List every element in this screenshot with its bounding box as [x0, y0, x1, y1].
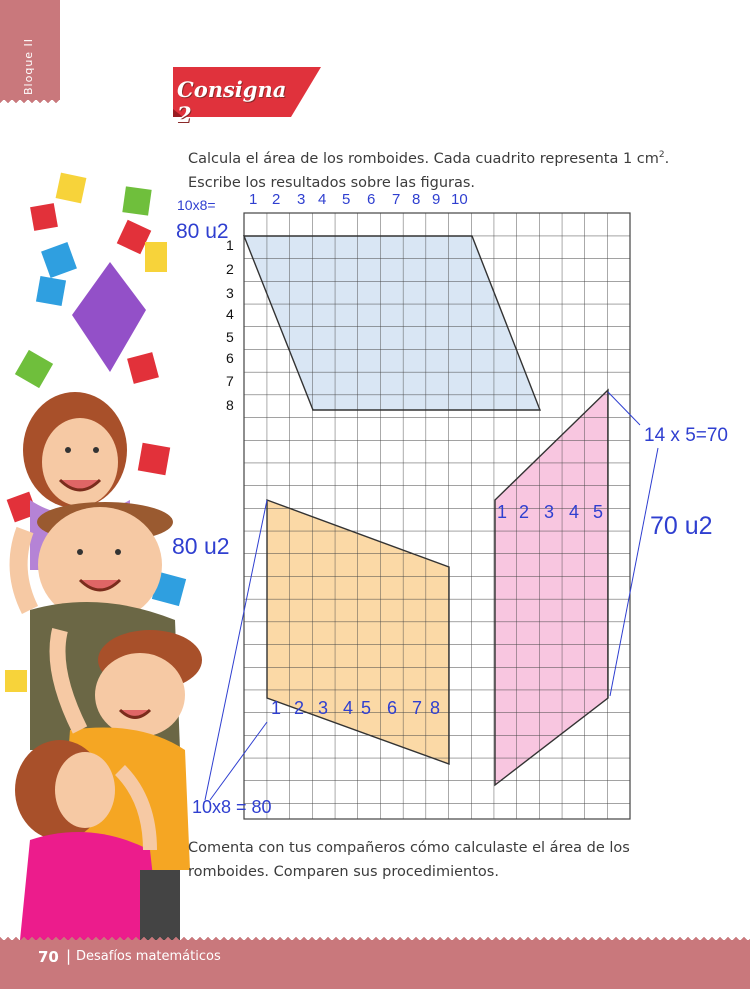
col-num: 3	[297, 191, 306, 208]
row-num: 5	[226, 329, 234, 345]
col-num: 1	[249, 191, 258, 208]
pink-num: 5	[593, 502, 604, 522]
col-num: 7	[392, 191, 401, 208]
row-num: 7	[226, 373, 234, 389]
orange-num: 3	[318, 698, 329, 718]
row-num: 1	[226, 237, 234, 253]
col-num: 10	[451, 191, 468, 208]
orange-result: 80 u2	[172, 533, 230, 559]
pink-num: 2	[519, 502, 530, 522]
orange-num: 1	[271, 698, 282, 718]
consigna-title: Consigna 2	[177, 77, 287, 127]
row-num: 8	[226, 397, 234, 413]
pink-result: 70 u2	[650, 512, 713, 540]
orange-num: 5	[361, 698, 372, 718]
instruction-line-2: Escribe los resultados sobre las figuras.	[188, 175, 476, 191]
col-num: 8	[412, 191, 421, 208]
pink-num: 3	[544, 502, 555, 522]
block-label: Bloque II	[22, 37, 35, 95]
book-title: Desafíos matemáticos	[76, 949, 221, 964]
page-footer	[0, 940, 750, 989]
col-num: 2	[272, 191, 281, 208]
row-num: 3	[226, 285, 234, 301]
col-num: 5	[342, 191, 351, 208]
top-result: 80 u2	[176, 220, 229, 243]
pink-num: 1	[497, 502, 508, 522]
closing-line-2: romboides. Comparen sus procedimientos.	[188, 864, 499, 880]
orange-num: 7	[412, 698, 423, 718]
row-num: 6	[226, 350, 234, 366]
top-formula: 10x8=	[177, 197, 216, 213]
col-num: 9	[432, 191, 441, 208]
page-number: 70	[38, 948, 59, 966]
pink-num: 4	[569, 502, 580, 522]
footer-separator: |	[66, 947, 72, 965]
orange-num: 6	[387, 698, 398, 718]
pink-formula: 14 x 5=70	[644, 425, 728, 446]
col-num: 6	[367, 191, 376, 208]
orange-num: 4	[343, 698, 354, 718]
orange-num: 8	[430, 698, 441, 718]
orange-num: 2	[294, 698, 305, 718]
row-num: 4	[226, 306, 234, 322]
row-num: 2	[226, 261, 234, 277]
closing-line-1: Comenta con tus compañeros cómo calculaste el área de los	[188, 840, 630, 856]
instruction-line-1: Calcula el área de los romboides. Cada cuadrito representa 1 $cm^2$.	[188, 150, 670, 167]
col-num: 4	[318, 191, 327, 208]
orange-formula: 10x8 = 80	[192, 797, 272, 817]
